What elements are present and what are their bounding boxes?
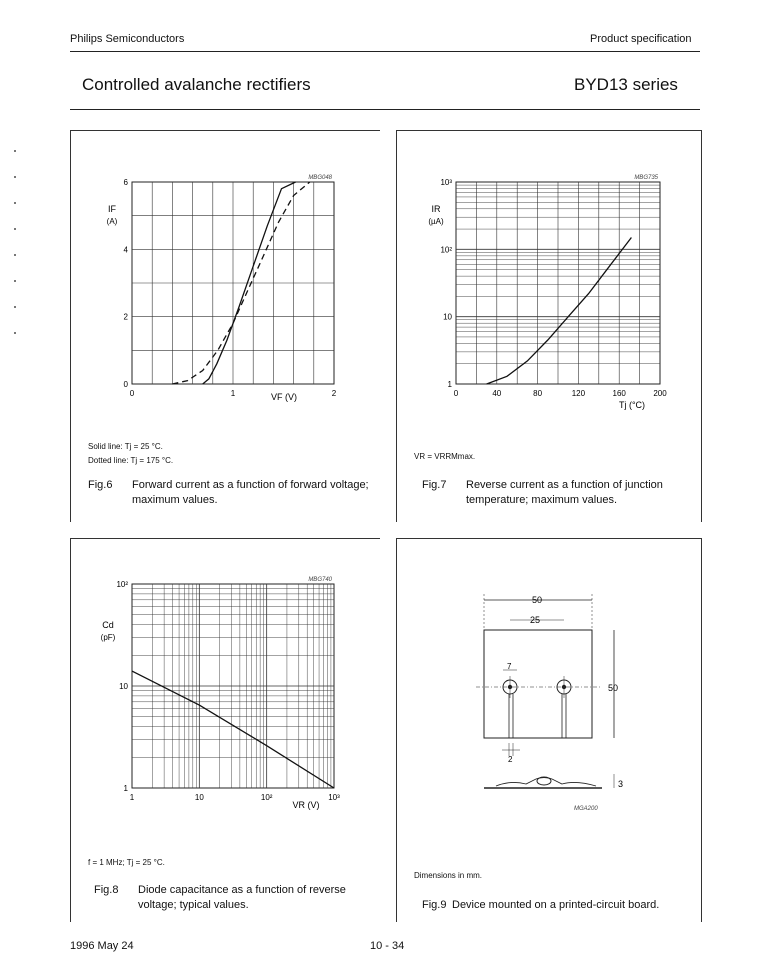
x-tick-label: 40 [492, 389, 502, 398]
figure-8-number: Fig.8 [94, 884, 119, 896]
y-tick-label: 4 [123, 245, 128, 255]
dimension-height-label: 50 [608, 683, 619, 693]
page-title: Controlled avalanche rectifiers [82, 75, 311, 94]
x-tick-label: 200 [653, 389, 667, 398]
figure-6-chart [70, 160, 380, 440]
scan-margin-dots [14, 150, 16, 350]
document-type: Product specification [590, 33, 692, 45]
y-tick-label: 10 [443, 312, 452, 322]
y-tick-label: 10 [119, 682, 128, 691]
y-tick-label: 2 [123, 312, 128, 322]
figure-9-caption-text: Device mounted on a printed-circuit board. [452, 899, 660, 911]
figure-9-caption [422, 898, 702, 914]
x-tick-label: 120 [571, 389, 586, 398]
y-tick-label: 10² [440, 245, 452, 255]
figure-8-caption-text: Diode capacitance as a function of reverse voltage; typical values. [138, 884, 346, 911]
figure-code: MBG048 [308, 175, 332, 181]
series-title: BYD13 series [574, 75, 678, 94]
y-axis-unit: (A) [106, 217, 118, 226]
series-line-0 [132, 671, 334, 788]
footer-date: 1996 May 24 [70, 940, 134, 952]
figure-6-caption-text: Forward current as a function of forward voltage; maximum values. [132, 479, 369, 506]
figure-7-note-1: VR = VRRMmax. [414, 452, 476, 461]
company-name: Philips Semiconductors [70, 33, 185, 45]
y-axis-unit: (µA) [428, 217, 444, 226]
figure-6-caption [88, 478, 378, 510]
dimension-trace-label: 2 [508, 755, 513, 764]
header-rule-top [70, 51, 700, 52]
x-tick-label: 1 [129, 793, 135, 802]
figure-6-note-1: Solid line: Tj = 25 °C. [88, 442, 163, 451]
x-tick-label: 0 [129, 389, 135, 398]
figure-6-number: Fig.6 [88, 479, 113, 491]
header-rule-bottom [70, 109, 700, 110]
pcb-mounting-drawing [396, 588, 702, 818]
x-tick-label: 1 [230, 389, 236, 398]
dimension-pad-label: 7 [507, 662, 512, 671]
y-tick-label: 10² [116, 580, 128, 589]
figure-8-chart [70, 576, 380, 856]
y-axis-unit: (pF) [100, 633, 116, 642]
dimension-width-label: 50 [532, 595, 543, 605]
x-axis-label: Tj (°C) [618, 400, 646, 410]
x-tick-label: 160 [612, 389, 626, 398]
y-axis-label: IF [108, 204, 116, 214]
x-tick-label: 2 [331, 389, 337, 398]
x-axis-label: VF (V) [271, 392, 297, 402]
figure-7-chart [396, 160, 702, 440]
figure-8-note-1: f = 1 MHz; Tj = 25 °C. [88, 858, 165, 867]
y-axis-label: IR [431, 204, 441, 214]
x-tick-label: 10³ [328, 793, 340, 802]
y-tick-label: 1 [447, 380, 452, 389]
x-tick-label: 10 [194, 793, 204, 802]
x-tick-label: 80 [533, 389, 543, 398]
x-tick-label: 10² [260, 793, 273, 802]
figure-9-number: Fig.9 [422, 899, 447, 911]
x-tick-label: 0 [453, 389, 459, 398]
figure-6-note-2: Dotted line: Tj = 175 °C. [88, 456, 174, 465]
y-tick-label: 10³ [440, 178, 452, 187]
x-axis-label: VR (V) [292, 800, 320, 810]
pcb-board-outline [484, 630, 592, 738]
figure-code: MBG735 [634, 175, 658, 181]
y-tick-label: 6 [123, 178, 128, 187]
figure-8-caption [94, 883, 380, 915]
figure-code: MBG740 [308, 577, 332, 583]
y-tick-label: 1 [123, 784, 128, 793]
figure-6-panel [70, 130, 380, 522]
dimension-thickness-label: 3 [618, 779, 624, 789]
figure-9-code: MGA200 [574, 806, 598, 812]
figure-7-panel [396, 130, 702, 522]
y-axis-label: Cd [102, 620, 114, 630]
figure-7-number: Fig.7 [422, 479, 447, 491]
series-line-0 [487, 238, 632, 385]
figure-8-panel [70, 538, 380, 922]
figure-9-panel [396, 538, 702, 922]
figure-7-caption-text: Reverse current as a function of junction temperature; maximum values. [466, 479, 663, 506]
figure-7-caption [422, 478, 702, 510]
figure-9-note-1: Dimensions in mm. [414, 871, 483, 880]
y-tick-label: 0 [123, 380, 128, 389]
footer-page-number: 10 - 34 [370, 940, 405, 952]
dimension-spacing-label: 25 [530, 615, 541, 625]
